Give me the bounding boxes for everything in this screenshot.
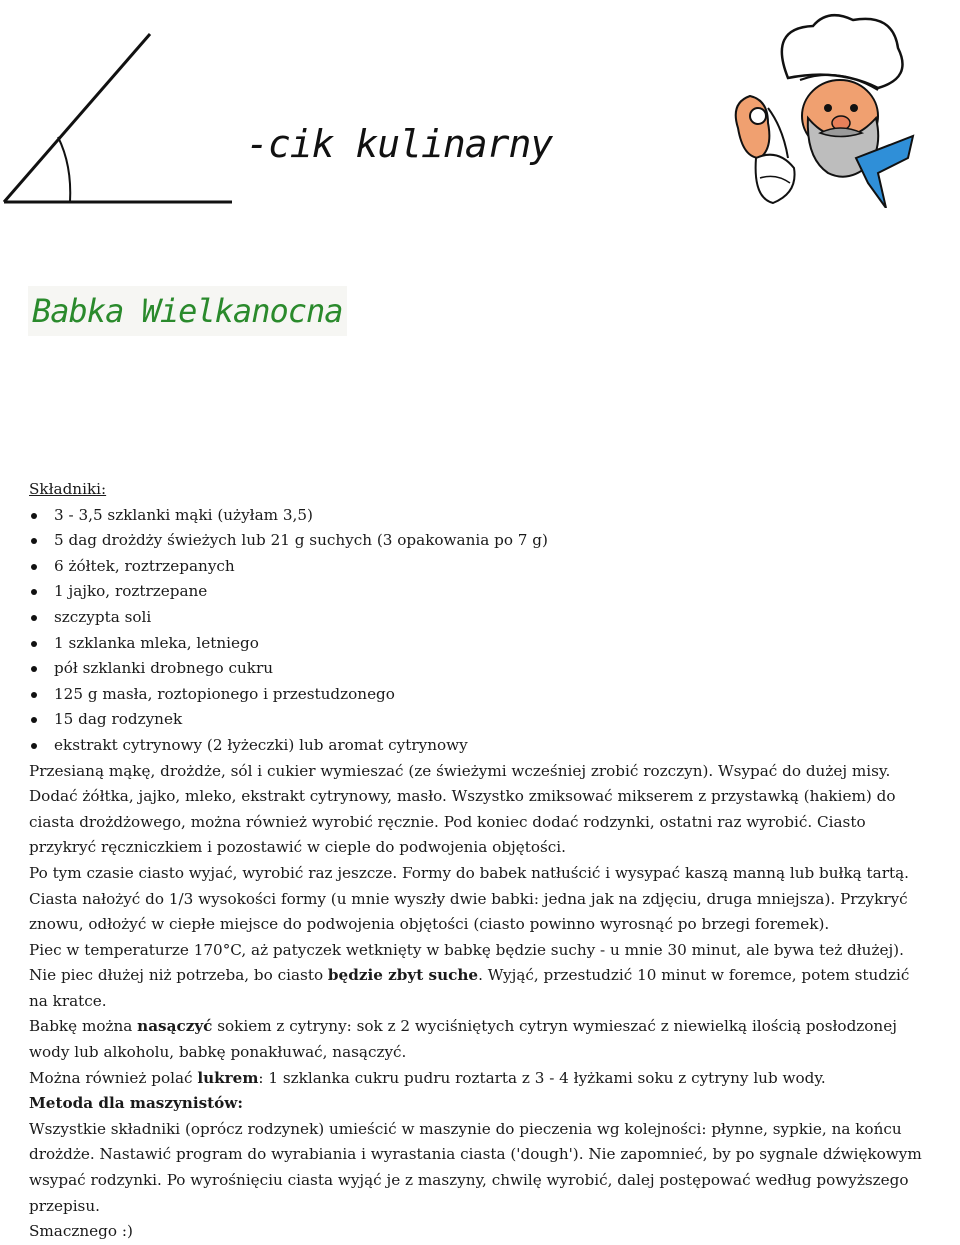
list-item: 6 żółtek, roztrzepanych — [29, 554, 929, 580]
bold-text: lukrem — [197, 1068, 259, 1087]
bold-text: będzie zbyt suche — [327, 966, 479, 985]
list-item: 3 - 3,5 szklanki mąki (użyłam 3,5) — [29, 503, 929, 529]
list-item: 1 jajko, roztrzepane — [29, 579, 929, 605]
recipe-title: Babka Wielkanocna — [28, 286, 347, 336]
recipe-content — [29, 477, 929, 1245]
step-paragraph — [29, 1014, 929, 1065]
list-item: 125 g masła, roztopionego i przestudzonego — [29, 682, 929, 708]
list-item: ekstrakt cytrynowy (2 łyżeczki) lub aromat cytrynowy — [29, 733, 929, 759]
machine-heading — [29, 1091, 929, 1117]
step-paragraph: Wszystkie składniki (oprócz rodzynek) umieścić w maszynie do pieczenia wg kolejności: płynne, sypkie, na końcu drożdże. Nastawić program do wyrabiania i wyrastania ciasta ('dough'). Nie zapomnieć, by po sygnale dźwiękowym wsypać rodzynki. Po wyrośnięciu ciasta wyjąć je z maszyny, chwilę wyrobić, dalej postępować według powyższego przepisu. — [29, 1119, 922, 1215]
text-span: Babkę można — [29, 1017, 138, 1036]
list-item: 1 szklanka mleka, letniego — [29, 631, 929, 657]
text-span: Piec w temperaturze 170°C, aż patyczek wetknięty w babkę będzie suchy - u mnie 30 minut, ale bywa też dłużej). Nie piec dłużej niż potrzeba, bo ciasto — [29, 940, 904, 985]
text-span: sokiem z cytryny: sok z 2 wyciśniętych cytryn wymieszać z niewielką ilością posłodzonej wody lub alkoholu, babkę ponakłuwać, nasączyć. — [29, 1017, 897, 1062]
bold-text: Metoda dla maszynistów: — [29, 1094, 243, 1113]
step-paragraph: Ciasta nałożyć do 1/3 wysokości formy (u mnie wyszły dwie babki: jedna jak na zdjęciu, druga mniejsza). Przykryć znowu, odłożyć w ciepłe miejsce do podwojenia objętości (ciasto powinno wyrosnąć po brzegi foremek). — [29, 889, 908, 934]
closing-text: Smacznego :) — [29, 1222, 133, 1241]
list-item: 5 dag drożdży świeżych lub 21 g suchych (3 opakowania po 7 g) — [29, 528, 929, 554]
step-paragraph: Po tym czasie ciasto wyjać, wyrobić raz jeszcze. Formy do babek natłuścić i wysypać kaszą manną lub bułką tartą. — [29, 863, 909, 882]
list-item: 15 dag rodzynek — [29, 707, 929, 733]
header-title: -cik kulinarny — [246, 122, 553, 166]
bold-text: nasączyć — [137, 1017, 213, 1036]
text-span: : 1 szklanka cukru pudru roztarta z 3 - 4 łyżkami soku z cytryny lub wody. — [258, 1068, 826, 1087]
step-paragraph: Przesianą mąkę, drożdże, sól i cukier wymieszać (ze świeżymi wcześniej zrobić rozczyn). Wsypać do dużej misy. Dodać żółtka, jajko, mleko, ekstrakt cytrynowy, masło. Wszystko zmiksować mikserem z przystawką (hakiem) do ciasta drożdżowego, można również wyrobić ręcznie. Pod koniec dodać rodzynki, ostatni raz wyrobić. Ciasto przykryć ręczniczkiem i pozostawić w cieple do podwojenia objętości. — [29, 761, 896, 857]
text-span: . Wyjąć, przestudzić 10 minut w foremce, potem studzić na kratce. — [29, 966, 910, 1010]
list-item: szczypta soli — [29, 605, 929, 631]
text-span: Można również polać — [29, 1068, 198, 1087]
list-item: pół szklanki drobnego cukru — [29, 656, 929, 682]
angle-icon — [0, 30, 240, 210]
ingredients-heading: Składniki: — [29, 480, 107, 498]
step-paragraph — [29, 938, 929, 1015]
ingredients-list — [29, 503, 929, 759]
chef-illustration — [728, 8, 918, 208]
step-paragraph — [29, 1066, 929, 1092]
